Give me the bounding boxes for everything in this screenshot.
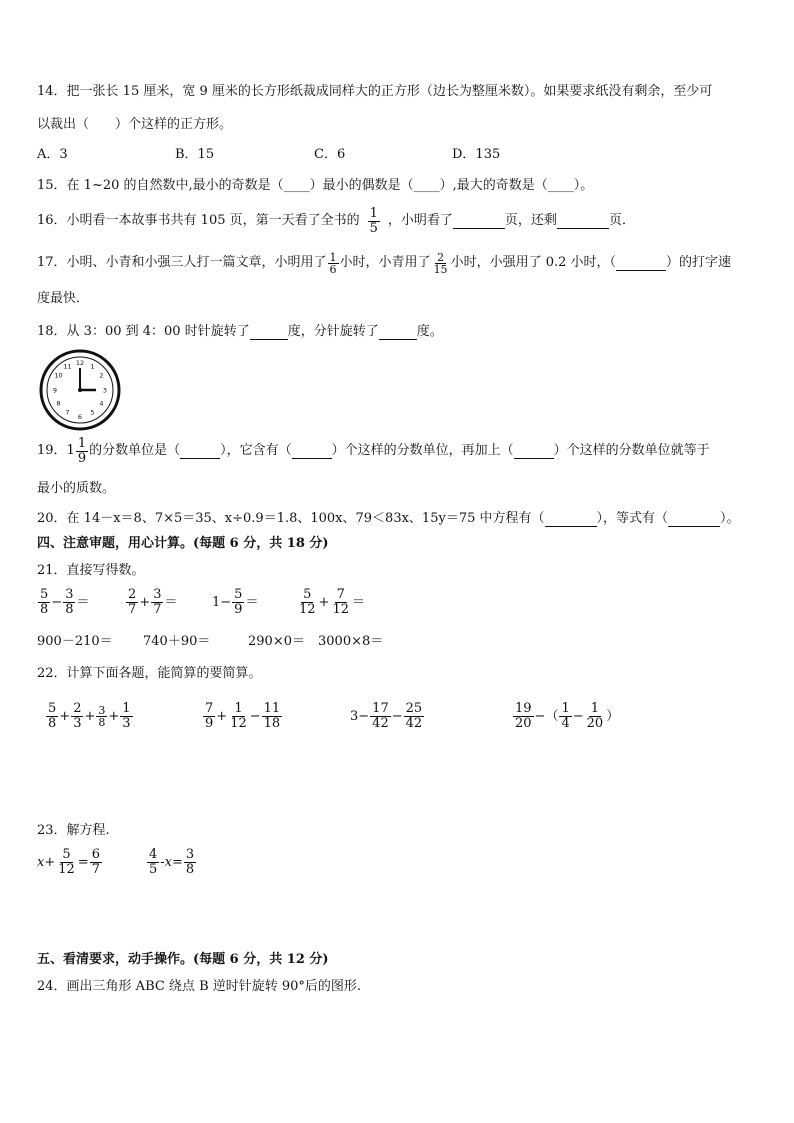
clock-num-3: 3 <box>102 386 108 395</box>
q17-frac2-num: 2 <box>437 250 445 264</box>
clock-num-2: 2 <box>99 371 104 380</box>
q19-blank-2[interactable] <box>292 444 332 459</box>
q21-e2-a-den: 7 <box>128 602 137 617</box>
q21-e2-op: + <box>139 594 151 610</box>
q16-mid: ，小明看了 <box>387 213 453 228</box>
q24-text: 24．画出三角形 ABC 绕点 B 逆时针旋转 90°后的图形. <box>37 979 362 994</box>
q23-eq1-f2-num: 6 <box>91 847 100 862</box>
clock-num-8: 8 <box>56 399 61 408</box>
q17-frac-1 <box>328 252 339 275</box>
clock-num-1: 1 <box>90 362 95 371</box>
clock-figure <box>39 349 121 431</box>
q17-mid2: 小时，小强用了 0.2 小时，（ <box>450 255 617 270</box>
q16-frac-den: 5 <box>369 220 378 236</box>
clock-num-11: 11 <box>63 362 72 371</box>
q22-p1-op3: + <box>108 708 120 724</box>
q23-eq1-lead: x+ <box>37 854 56 870</box>
q22-p2-op1: + <box>216 708 228 724</box>
q21-e2-a-num: 2 <box>128 587 137 602</box>
q22-p1-f2-num: 2 <box>73 701 82 716</box>
q14-option-d: D．135 <box>452 147 501 162</box>
q19-t2: ），它含有（ <box>220 443 292 458</box>
q22-p1-f4-num: 1 <box>122 701 131 716</box>
q21-e2-b-den: 7 <box>153 602 162 617</box>
clock-num-5: 5 <box>90 408 95 417</box>
q22-problem-2 <box>202 702 283 731</box>
q20-mid: ），等式有（ <box>596 511 669 526</box>
q14-option-b: B．15 <box>175 147 215 162</box>
q14-line1: 14．把一张长 15 厘米，宽 9 厘米的长方形纸裁成同样大的正方形（边长为整厘米数）。如果要求纸没有剩余，至少可 <box>37 84 713 99</box>
clock-num-6: 6 <box>77 413 83 421</box>
q21-row2-4: 3000×8＝ <box>318 634 384 649</box>
q16-fraction <box>368 207 380 236</box>
q23-eq2-f1-num: 4 <box>149 847 158 862</box>
clock-num-9: 9 <box>52 386 58 395</box>
q21-e2-b-num: 3 <box>153 587 162 602</box>
q21-e4-a-den: 12 <box>299 602 316 617</box>
q19-num: 19． <box>37 443 67 458</box>
q17-line2: 度最快． <box>37 291 90 306</box>
q23-eq1-f1-den: 12 <box>58 862 75 877</box>
q20-post: ）。 <box>720 511 740 526</box>
q17-mid1: 小时，小青用了 <box>339 255 431 270</box>
q22-p4-f3-den: 20 <box>586 716 604 731</box>
q19-whole: 1 <box>66 443 75 458</box>
clock-num-7: 7 <box>65 408 70 417</box>
q22-p3-op1: − <box>391 708 403 724</box>
q22-p3-lead: 3− <box>350 708 370 724</box>
q21-row2-2: 740＋90＝ <box>143 634 211 649</box>
q22-p4-f3-num: 1 <box>590 701 600 716</box>
q22-p3-f1-den: 42 <box>372 716 389 731</box>
q16-pre: 16．小明看一本故事书共有 105 页，第一天看了全书的 <box>37 213 360 228</box>
q23-eq1-eq: = <box>77 854 89 870</box>
q19-fraction <box>76 437 88 466</box>
q14-option-c: C．6 <box>314 147 346 162</box>
q20 <box>37 510 740 528</box>
q21-e3-eq: ＝ <box>245 594 259 610</box>
q21-expr-2 <box>125 588 177 617</box>
q21-e4-b-den: 12 <box>332 602 349 617</box>
q19-mixed-number <box>67 437 90 466</box>
q22-p4-op1: −（ <box>534 708 559 724</box>
q22-problem-1 <box>45 702 134 731</box>
clock-num-4: 4 <box>99 399 104 408</box>
q22-problem-3 <box>350 702 425 731</box>
clock-num-12: 12 <box>75 359 85 367</box>
q16-blank-2[interactable] <box>557 214 609 229</box>
q17-frac2-den: 15 <box>433 262 448 276</box>
q21-row2-3: 290×0＝ <box>248 634 305 649</box>
q17-frac-2 <box>432 252 450 275</box>
q22-p4-f1-num: 19 <box>515 701 532 716</box>
q23-eq2-f2-num: 3 <box>185 847 195 862</box>
q21-e1-b-num: 3 <box>65 587 74 602</box>
q14-option-a: A．3 <box>37 147 68 162</box>
q17-post: ）的打字速 <box>666 255 732 270</box>
q20-blank-2[interactable] <box>668 512 720 527</box>
q22-p1-f1-num: 5 <box>48 701 57 716</box>
q17-blank[interactable] <box>616 256 666 271</box>
q20-blank-1[interactable] <box>545 512 597 527</box>
q22-title: 22．计算下面各题，能简算的要简算。 <box>37 666 262 681</box>
q22-p4-f2-den: 4 <box>561 716 570 731</box>
q20-pre: 20．在 14－x＝8、7×5＝35、x÷0.9＝1.8、100x、79＜83x、15y＝75 中方程有（ <box>37 511 545 526</box>
q17-pre: 17．小明、小青和小强三人打一篇文章，小明用了 <box>37 255 327 270</box>
q23-equation-2 <box>146 848 197 877</box>
q18-blank-2[interactable] <box>379 325 417 340</box>
q22-p3-f2-num: 25 <box>405 701 423 716</box>
q22-p3-f1-num: 17 <box>372 701 389 716</box>
section-4-title: 四、注意审题，用心计算。(每题 6 分，共 18 分) <box>37 536 329 551</box>
q22-p1-f2-den: 3 <box>73 716 82 731</box>
q21-row2-1: 900－210＝ <box>37 634 113 649</box>
q21-e4-b-num: 7 <box>336 587 345 602</box>
q22-p4-f1-den: 20 <box>515 716 532 731</box>
q21-e1-a-den: 8 <box>40 602 49 617</box>
q17-frac1-den: 6 <box>329 262 337 276</box>
q21-e3-b-den: 9 <box>234 602 243 617</box>
q16-frac-num: 1 <box>369 205 378 221</box>
section-5-title: 五、看清要求，动手操作。(每题 6 分，共 12 分) <box>37 952 329 967</box>
q19-line2: 最小的质数。 <box>37 481 116 496</box>
q22-p2-f2-den: 12 <box>230 716 247 731</box>
q21-e1-eq: ＝ <box>76 594 90 610</box>
q23-eq2-f2-den: 8 <box>185 862 195 877</box>
q16-blank-1[interactable] <box>453 214 505 229</box>
q21-e1-a-num: 5 <box>40 587 49 602</box>
q23-equation-1 <box>37 848 103 877</box>
q23-eq1-f1-num: 5 <box>62 847 71 862</box>
q22-p2-f3-num: 11 <box>263 701 281 716</box>
q22-problem-4 <box>512 702 619 731</box>
q21-e2-eq: ＝ <box>164 594 178 610</box>
q21-expr-4 <box>296 588 365 617</box>
q22-p2-f1-den: 9 <box>205 716 214 731</box>
q21-e4-op: + <box>318 594 330 610</box>
q22-p2-f3-den: 18 <box>263 716 281 731</box>
q18-post: 度。 <box>416 324 443 339</box>
q19-frac-num: 1 <box>77 435 87 451</box>
q22-p2-op2: − <box>249 708 261 724</box>
q16 <box>37 203 635 239</box>
q21-e4-eq: ＝ <box>352 594 366 610</box>
q22-p2-f2-num: 1 <box>234 701 243 716</box>
q17 <box>37 246 731 280</box>
q19-t3: ）个这样的分数单位，再加上（ <box>331 443 514 458</box>
q22-p1-f3-num: 3 <box>98 704 106 717</box>
clock-center <box>78 388 82 392</box>
q15-text: 15．在 1~20 的自然数中,最小的奇数是（____）最小的偶数是（____）,最大的奇数是（____）。 <box>37 178 594 193</box>
q22-p3-f2-den: 42 <box>405 716 423 731</box>
q22-p1-f4-den: 3 <box>122 716 131 731</box>
q19-t4: ）个这样的分数单位就等于 <box>553 443 710 458</box>
q19-blank-3[interactable] <box>514 444 554 459</box>
q19-blank-1[interactable] <box>180 444 220 459</box>
q14-line2: 以裁出（ ）个这样的正方形。 <box>37 117 233 132</box>
q18-blank-1[interactable] <box>250 325 288 340</box>
q22-p4-f2-num: 1 <box>561 701 570 716</box>
q19 <box>37 432 710 470</box>
q22-p2-f1-num: 7 <box>205 701 214 716</box>
q21-e4-a-num: 5 <box>303 587 312 602</box>
q22-p4-close: ） <box>606 708 620 724</box>
q16-post: 页． <box>608 213 635 228</box>
q23-eq2-f1-den: 5 <box>149 862 158 877</box>
q23-title: 23．解方程. <box>37 823 110 838</box>
q22-p1-op1: + <box>59 708 71 724</box>
q22-p1-f1-den: 8 <box>48 716 57 731</box>
q21-e1-b-den: 8 <box>65 602 74 617</box>
q16-mid2: 页，还剩 <box>504 213 557 228</box>
q23-eq1-f2-den: 7 <box>91 862 100 877</box>
q21-expr-1 <box>37 588 89 617</box>
q21-e1-op: − <box>51 594 63 610</box>
q22-p1-op2: + <box>84 708 96 724</box>
q19-frac-den: 9 <box>77 450 87 466</box>
q21-e3-lead: 1− <box>212 594 232 610</box>
q22-p4-op2: − <box>572 708 584 724</box>
q17-frac1-num: 1 <box>329 250 337 264</box>
q21-title: 21．直接写得数。 <box>37 563 145 578</box>
q21-e3-b-num: 5 <box>234 587 243 602</box>
q18 <box>37 323 443 341</box>
q19-t1: 的分数单位是（ <box>89 443 181 458</box>
q21-expr-3 <box>212 588 258 617</box>
clock-num-10: 10 <box>54 371 63 380</box>
q23-eq2-mid: -x= <box>160 854 183 870</box>
q22-p1-f3-den: 8 <box>98 716 106 729</box>
q18-pre: 18．从 3：00 到 4：00 时针旋转了 <box>37 324 250 339</box>
q18-mid: 度，分针旋转了 <box>287 324 379 339</box>
